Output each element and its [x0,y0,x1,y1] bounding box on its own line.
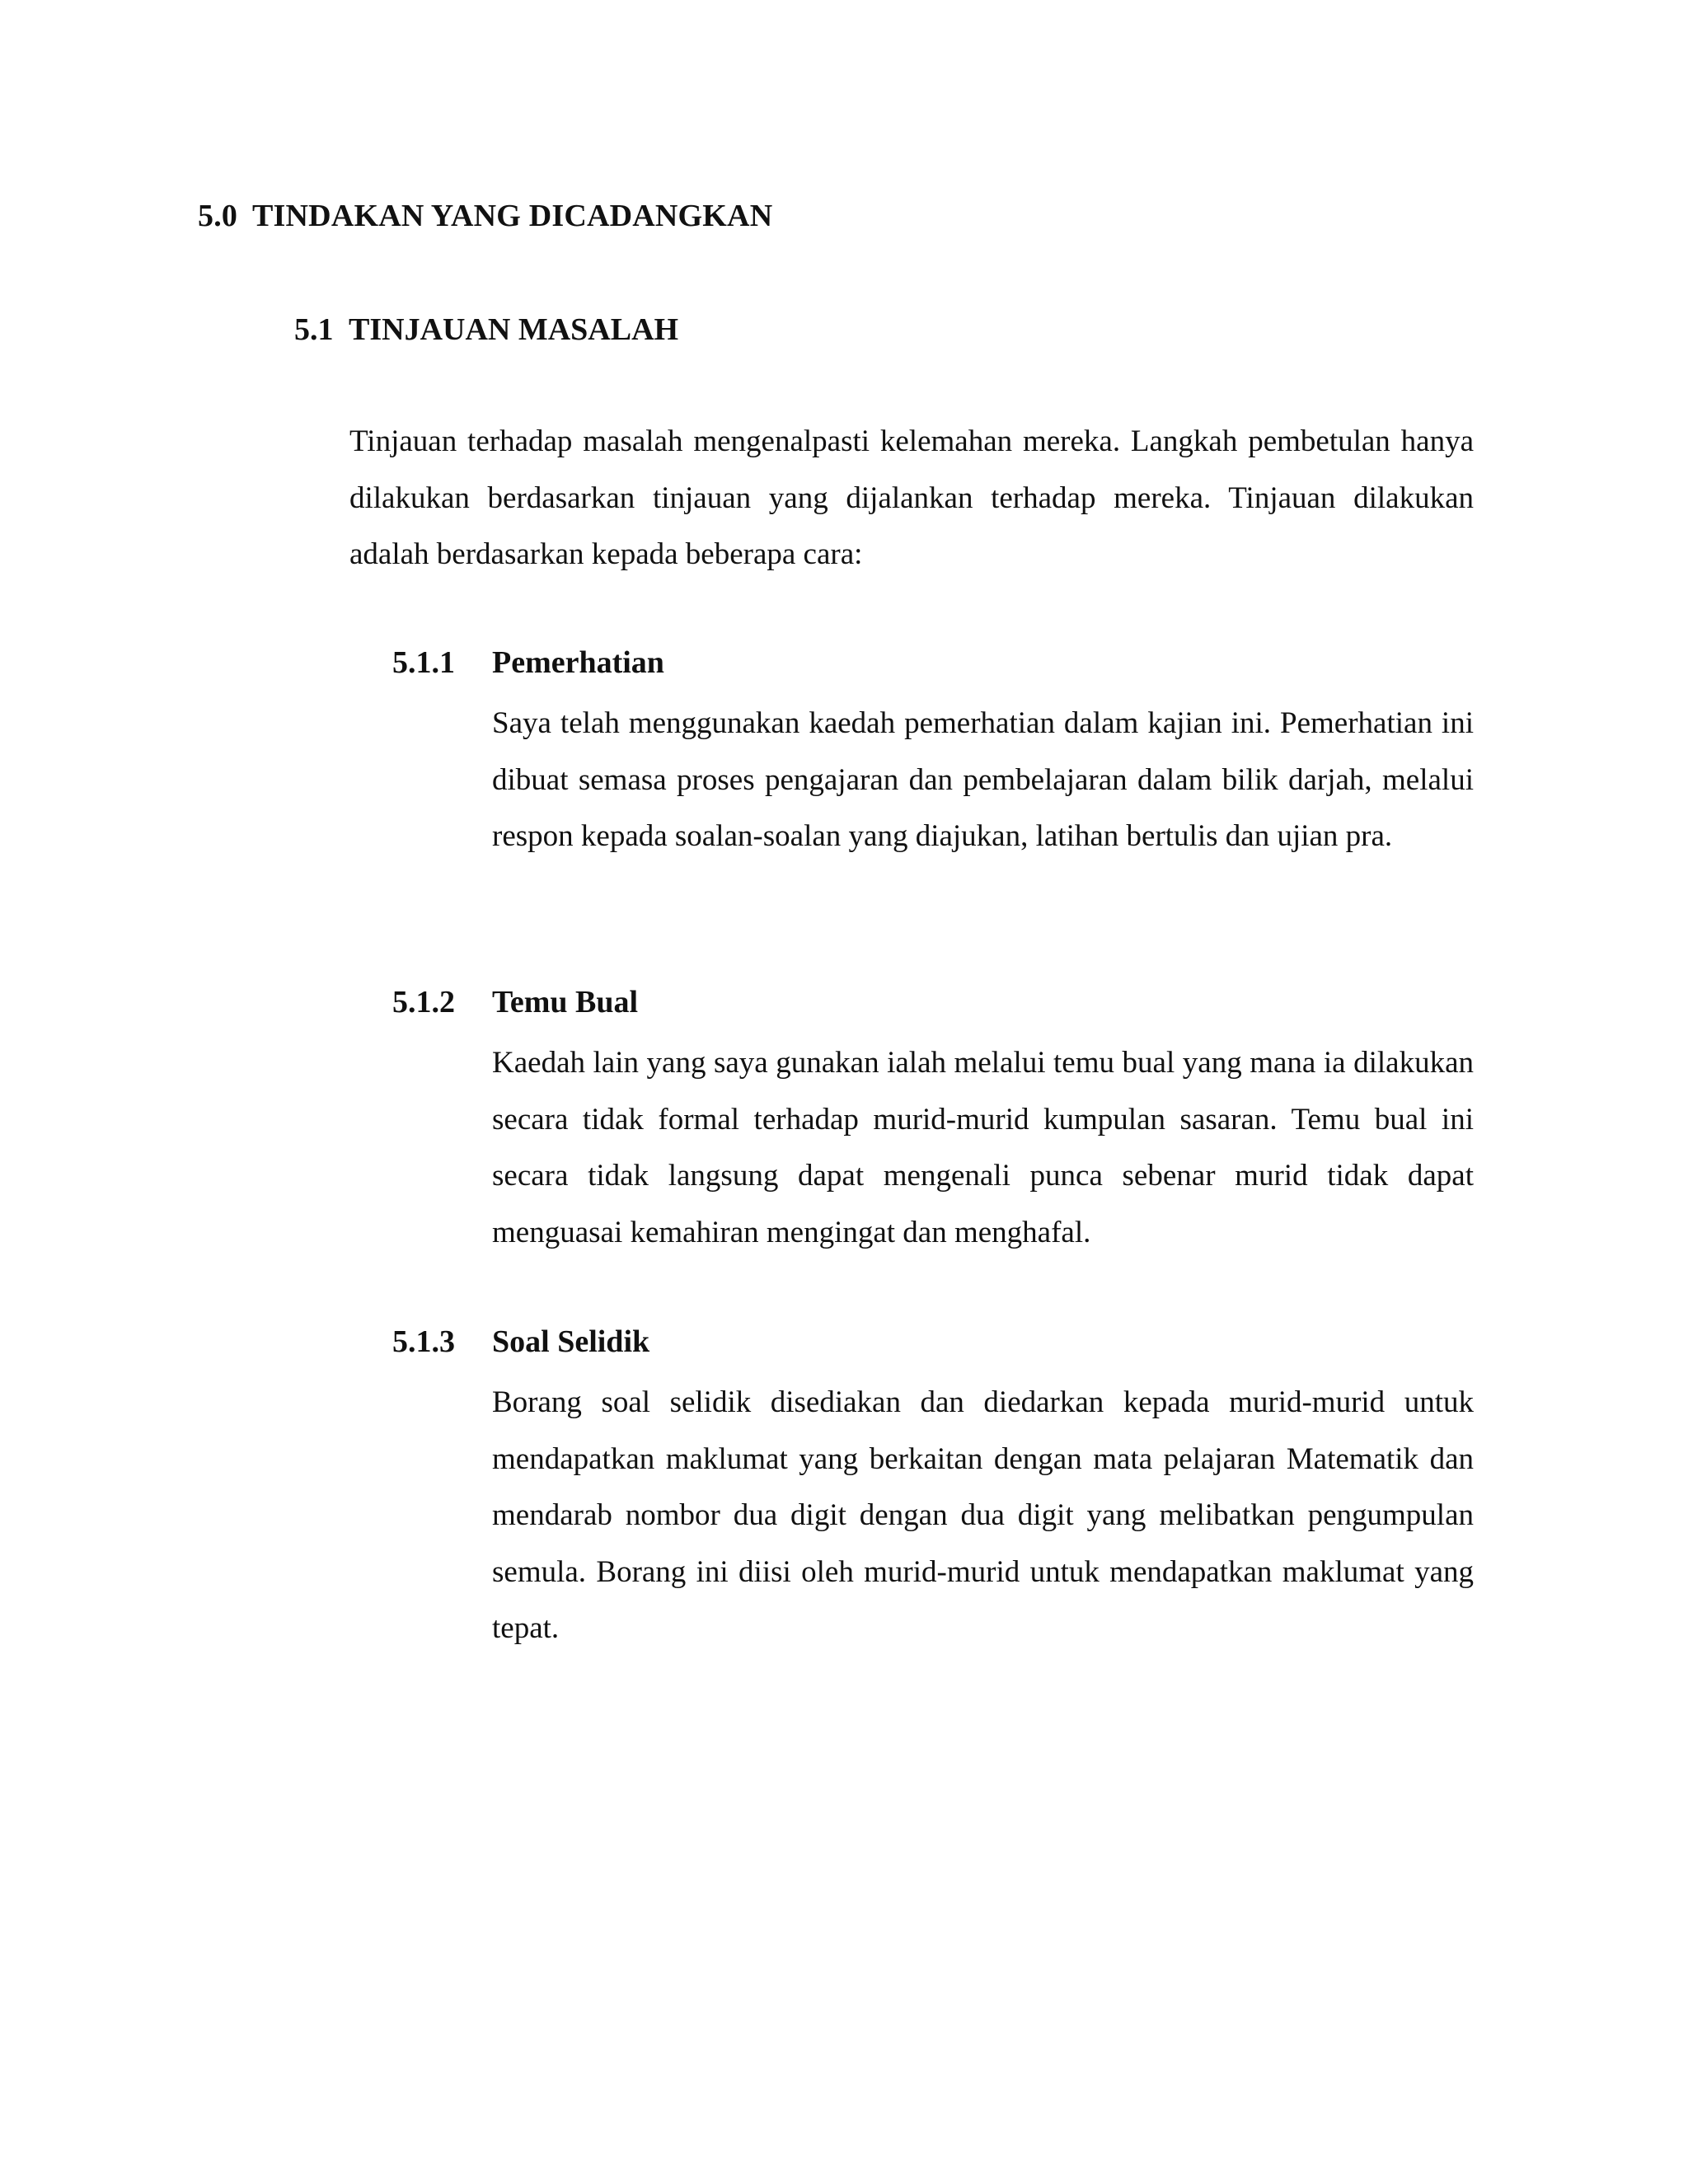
subsection-heading [294,312,678,348]
item-heading-temu-bual [392,984,638,1020]
item-body-soal-selidik: Borang soal selidik disediakan dan diedarkan kepada murid-murid untuk mendapatkan maklumat yang berkaitan dengan mata pelajaran Matematik dan mendarab nombor dua digit dengan dua digit yang melibatkan pengumpulan semula. Borang ini diisi oleh murid-murid untuk mendapatkan maklumat yang tepat. [492,1385,1474,1645]
item-number: 5.1.3 [392,1324,455,1359]
item-title: Soal Selidik [492,1324,650,1359]
item-body-temu-bual: Kaedah lain yang saya gunakan ialah melalui temu bual yang mana ia dilakukan secara tidak formal terhadap murid-murid kumpulan sasaran. Temu bual ini secara tidak langsung dapat mengenali punca sebenar murid tidak dapat menguasai kemahiran mengingat dan menghafal. [492,1046,1474,1249]
item-title: Pemerhatian [492,645,664,680]
item-number: 5.1.1 [392,645,455,680]
item-number: 5.1.2 [392,985,455,1019]
item-title: Temu Bual [492,985,639,1019]
item-body-pemerhatian: Saya telah menggunakan kaedah pemerhatian dalam kajian ini. Pemerhatian ini dibuat semasa proses pengajaran dan pembelajaran dalam bilik darjah, melalui respon kepada soalan-soalan yang diajukan, latihan bertulis dan ujian pra. [492,706,1474,853]
item-heading-soal-selidik [392,1324,649,1360]
item-heading-pemerhatian [392,644,664,681]
section-heading [198,198,772,234]
intro-paragraph: Tinjauan terhadap masalah mengenalpasti kelemahan mereka. Langkah pembetulan hanya dilakukan berdasarkan tinjauan yang dijalankan terhadap mereka. Tinjauan dilakukan adalah berdasarkan kepada beberapa cara: [349,424,1474,571]
section-number: 5.0 [198,199,238,233]
section-title: TINDAKAN YANG DICADANGKAN [252,199,773,233]
subsection-number: 5.1 [294,312,334,347]
subsection-title: TINJAUAN MASALAH [349,312,679,347]
